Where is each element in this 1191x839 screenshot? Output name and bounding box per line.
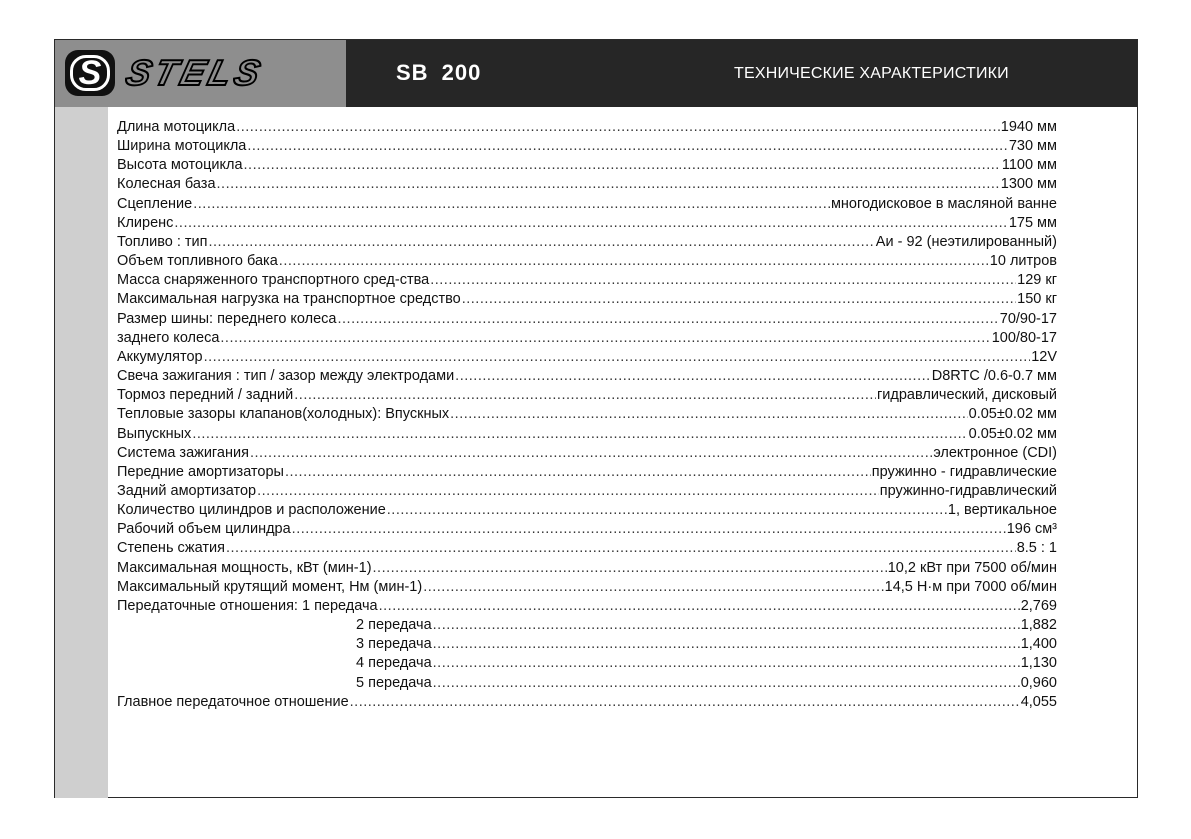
leader-dots (244, 156, 1001, 175)
spec-value: 0.05±0.02 мм (968, 406, 1057, 423)
spec-sheet (54, 39, 1138, 798)
spec-row (117, 175, 1057, 194)
leader-dots (433, 654, 1020, 673)
leader-dots (279, 252, 989, 271)
spec-label: Объем топливного бака (117, 253, 278, 270)
leader-dots (285, 463, 871, 482)
spec-label: Рабочий объем цилиндра (117, 521, 291, 538)
leader-dots (257, 482, 879, 501)
spec-label: Размер шины: переднего колеса (117, 310, 337, 327)
leader-dots (236, 118, 1000, 137)
spec-label: Высота мотоцикла (117, 157, 243, 174)
leader-dots (455, 367, 931, 386)
spec-row (117, 367, 1057, 386)
spec-row (117, 195, 1057, 214)
leader-dots (217, 175, 1000, 194)
spec-value: 8.5 : 1 (1016, 540, 1057, 557)
spec-value: 4,055 (1020, 693, 1057, 710)
leader-dots (338, 310, 999, 329)
leader-dots (433, 674, 1020, 693)
spec-row (117, 635, 1057, 654)
leader-dots (350, 693, 1020, 712)
leader-dots (208, 233, 874, 252)
spec-row (117, 233, 1057, 252)
spec-label: Масса снаряженного транспортного сред-ства (117, 272, 430, 289)
leader-dots (379, 597, 1020, 616)
spec-value: 196 см³ (1006, 521, 1057, 538)
spec-list (117, 118, 1057, 712)
spec-row (117, 616, 1057, 635)
spec-label: 5 передача (356, 674, 432, 691)
spec-row (117, 214, 1057, 233)
spec-row (117, 463, 1057, 482)
leader-dots (193, 195, 830, 214)
spec-value: пружинно-гидравлический (879, 482, 1057, 499)
spec-value: гидравлический, дисковый (877, 387, 1057, 404)
leader-dots (247, 137, 1007, 156)
leader-dots (220, 329, 990, 348)
spec-value: 730 мм (1008, 138, 1057, 155)
brand-letter: S (78, 54, 102, 92)
spec-value: многодисковое в масляной ванне (830, 195, 1057, 212)
spec-label: заднего колеса (117, 329, 220, 346)
leader-dots (174, 214, 1007, 233)
brand-wordmark: STELS (122, 52, 269, 93)
spec-label: Клиренс (117, 214, 174, 231)
spec-row (117, 654, 1057, 673)
spec-value: Аи - 92 (неэтилированный) (875, 233, 1057, 250)
spec-row (117, 310, 1057, 329)
leader-dots (450, 405, 967, 424)
spec-label: 4 передача (356, 655, 432, 672)
spec-label: Длина мотоцикла (117, 119, 236, 135)
spec-row (117, 271, 1057, 290)
leader-dots (250, 444, 932, 463)
spec-row (117, 674, 1057, 693)
spec-value: пружинно - гидравлические (871, 463, 1057, 480)
spec-label: Тепловые зазоры клапанов(холодных): Впускных (117, 406, 450, 423)
leader-dots (373, 559, 887, 578)
spec-row (117, 693, 1057, 712)
spec-value: 12V (1031, 348, 1057, 365)
brand-logo (55, 40, 346, 107)
spec-value: 1, вертикальное (947, 502, 1057, 519)
spec-row (117, 329, 1057, 348)
spec-value: 10,2 кВт при 7500 об/мин (887, 559, 1057, 576)
spec-label: Свеча зажигания : тип / зазор между электродами (117, 368, 455, 385)
spec-label: Передние амортизаторы (117, 463, 284, 480)
spec-label: Задний амортизатор (117, 482, 257, 499)
model-name: SB 200 (396, 60, 482, 85)
spec-label: Степень сжатия (117, 540, 225, 557)
spec-value: 100/80-17 (991, 329, 1057, 346)
spec-label: 2 передача (356, 617, 432, 634)
spec-value: D8RTC /0.6-0.7 мм (931, 368, 1057, 385)
spec-row (117, 252, 1057, 271)
spec-row (117, 444, 1057, 463)
spec-value: 150 кг (1017, 291, 1057, 308)
spec-value: 0,960 (1020, 674, 1057, 691)
spec-row (117, 539, 1057, 558)
header-bar (55, 40, 1137, 107)
spec-row (117, 405, 1057, 424)
spec-label: Система зажигания (117, 444, 249, 461)
spec-row (117, 520, 1057, 539)
spec-label: Ширина мотоцикла (117, 138, 247, 155)
spec-label: 3 передача (356, 636, 432, 653)
spec-row (117, 386, 1057, 405)
spec-value: 1940 мм (1000, 119, 1057, 135)
leader-dots (433, 616, 1020, 635)
leader-dots (292, 520, 1006, 539)
spec-value: 1,882 (1020, 617, 1057, 634)
spec-value: 1,400 (1020, 636, 1057, 653)
spec-label: Максимальная мощность, кВт (мин-1) (117, 559, 372, 576)
spec-row (117, 597, 1057, 616)
left-gray-band (55, 107, 108, 798)
spec-value: электронное (CDI) (933, 444, 1057, 461)
spec-value: 10 литров (989, 253, 1057, 270)
spec-row (117, 118, 1057, 137)
spec-row (117, 156, 1057, 175)
spec-row (117, 482, 1057, 501)
leader-dots (423, 578, 883, 597)
spec-value: 1,130 (1020, 655, 1057, 672)
spec-label: Передаточные отношения: 1 передача (117, 597, 378, 614)
leader-dots (433, 635, 1020, 654)
spec-value: 0.05±0.02 мм (968, 425, 1057, 442)
spec-label: Выпускных (117, 425, 192, 442)
spec-row (117, 559, 1057, 578)
spec-label: Количество цилиндров и расположение (117, 502, 386, 519)
spec-row (117, 137, 1057, 156)
spec-label: Главное передаточное отношение (117, 693, 349, 710)
spec-label: Максимальная нагрузка на транспортное средство (117, 291, 461, 308)
leader-dots (387, 501, 947, 520)
spec-row (117, 425, 1057, 444)
spec-value: 14,5 Н·м при 7000 об/мин (884, 578, 1057, 595)
spec-value: 129 кг (1017, 272, 1057, 289)
leader-dots (226, 539, 1016, 558)
leader-dots (462, 290, 1016, 309)
spec-value: 1300 мм (1000, 176, 1057, 193)
leader-dots (204, 348, 1031, 367)
spec-row (117, 578, 1057, 597)
spec-label: Аккумулятор (117, 348, 203, 365)
spec-row (117, 290, 1057, 309)
spec-row (117, 348, 1057, 367)
section-title: ТЕХНИЧЕСКИЕ ХАРАКТЕРИСТИКИ (734, 65, 1009, 82)
spec-label: Максимальный крутящий момент, Нм (мин-1) (117, 578, 423, 595)
spec-value: 175 мм (1008, 214, 1057, 231)
leader-dots (430, 271, 1016, 290)
spec-value: 2,769 (1020, 597, 1057, 614)
spec-label: Сцепление (117, 195, 193, 212)
spec-label: Тормоз передний / задний (117, 387, 294, 404)
spec-value: 1100 мм (1001, 157, 1057, 174)
leader-dots (192, 425, 967, 444)
spec-value: 70/90-17 (999, 310, 1057, 327)
spec-label: Топливо : тип (117, 233, 208, 250)
leader-dots (294, 386, 876, 405)
spec-label: Колесная база (117, 176, 216, 193)
brand-badge-icon (65, 50, 115, 96)
spec-row (117, 501, 1057, 520)
